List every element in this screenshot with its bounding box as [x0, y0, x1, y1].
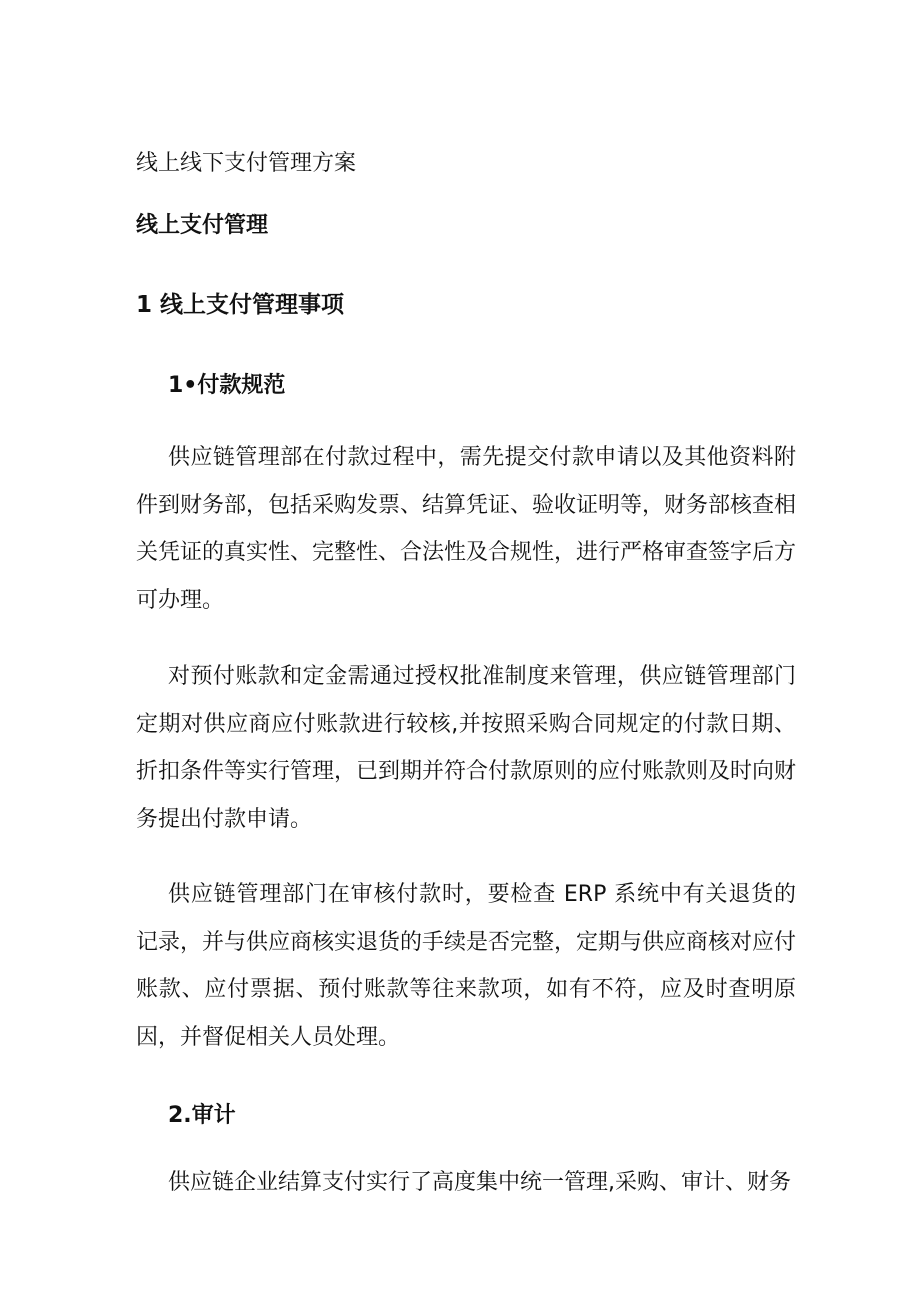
paragraph-payment-3: 供应链管理部门在审核付款时，要检查 ERP 系统中有关退货的记录，并与供应商核实退货的手续是否完整，定期与供应商核对应付账款、应付票据、预付账款等往来款项，如有不符，应及时查明原因，并督促相关人员处理。: [136, 882, 797, 1050]
subheading-audit: 2.审计: [168, 1103, 236, 1128]
paragraph-payment-1: 供应链管理部在付款过程中，需先提交付款申请以及其他资料附件到财务部，包括采购发票、结算凭证、验收证明等，财务部核查相关凭证的真实性、完整性、合法性及合规性，进行严格审查签字后方可办理。: [136, 445, 797, 613]
paragraph-payment-2: 对预付账款和定金需通过授权批准制度来管理，供应链管理部门定期对供应商应付账款进行较核,并按照采购合同规定的付款日期、折扣条件等实行管理，已到期并符合付款原则的应付账款则及时向财务提出付款申请。: [136, 664, 797, 832]
heading-online-payment-matters: 1 线上支付管理事项: [136, 292, 345, 318]
subheading-payment-rules: 1•付款规范: [168, 373, 286, 398]
section-title: 线上支付管理: [136, 213, 269, 238]
paragraph-audit-1: 供应链企业结算支付实行了高度集中统一管理,采购、审计、财务: [168, 1170, 791, 1195]
document-title: 线上线下支付管理方案: [136, 151, 357, 176]
